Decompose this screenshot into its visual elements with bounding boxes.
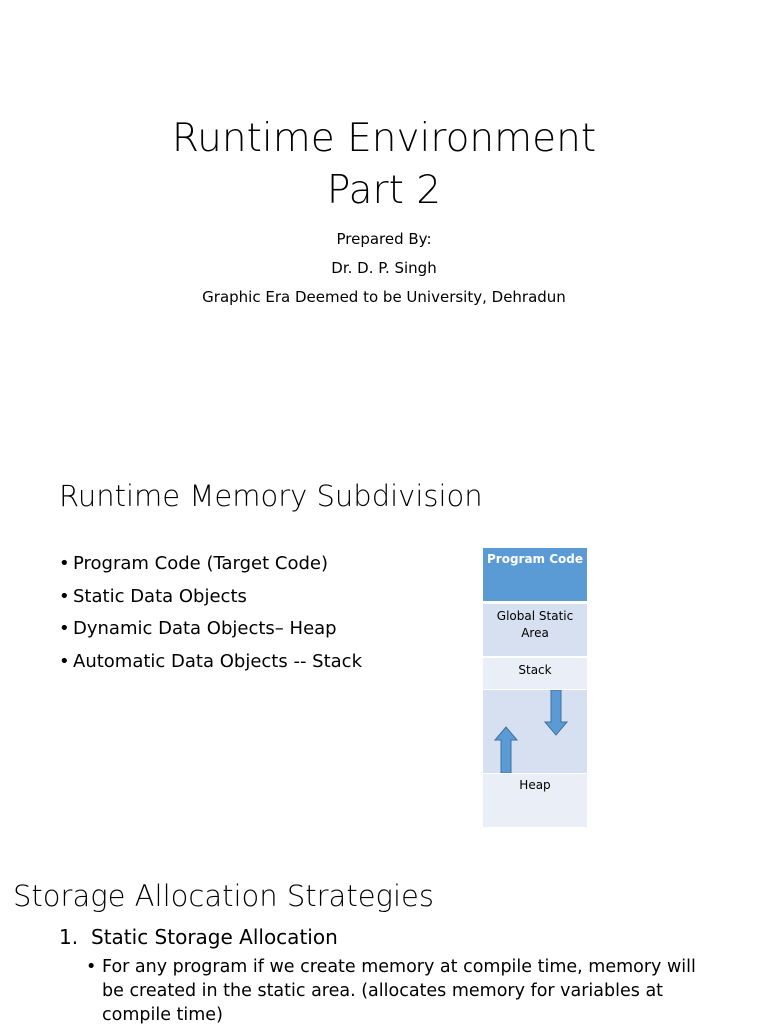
bullet-item <box>59 646 362 679</box>
slide-heading: Storage Allocation Strategies <box>13 879 434 913</box>
bullet-text: Automatic Data Objects -- Stack <box>73 650 363 672</box>
bullet-marker: • <box>59 618 70 639</box>
arrow-down-icon <box>544 690 568 736</box>
bullet-marker: • <box>59 585 70 607</box>
bullet-marker: • <box>59 650 70 672</box>
prepared-by-label: Prepared By: <box>336 230 432 248</box>
memory-layout-diagram <box>483 548 587 827</box>
item-title: Static Storage Allocation <box>91 925 338 949</box>
title-slide <box>0 0 768 430</box>
title-line-1: Runtime Environment <box>171 116 597 161</box>
program-code-block: Program Code <box>483 548 587 601</box>
bullet-text: Program Code (Target Code) <box>73 553 329 574</box>
storage-allocation-slide <box>0 860 768 1024</box>
sub-bullet-text: For any program if we create memory at compile time, memory will be created in the static area. (allocates memory for variables at compile time) <box>102 957 696 1025</box>
global-static-area-block: Global Static Area <box>483 604 587 656</box>
bullet-marker: • <box>59 553 70 574</box>
stack-block: Stack <box>483 658 587 689</box>
bullet-text: Static Data Objects <box>73 585 247 607</box>
item-number: 1. <box>59 925 79 949</box>
title-line-2: Part 2 <box>326 168 442 213</box>
sub-bullet-item <box>86 955 706 1027</box>
arrow-up-icon <box>494 726 518 773</box>
numbered-item <box>59 924 338 950</box>
author-name: Dr. D. P. Singh <box>331 259 437 277</box>
bullet-marker: • <box>86 957 97 977</box>
bullet-text: Dynamic Data Objects– Heap <box>73 618 337 639</box>
memory-subdivision-slide <box>0 430 768 840</box>
bullet-item <box>59 613 362 646</box>
bullet-item <box>59 548 362 581</box>
bullet-list <box>59 548 362 678</box>
heap-block: Heap <box>483 774 587 827</box>
institution-name: Graphic Era Deemed to be University, Dehradun <box>202 288 566 306</box>
bullet-item <box>59 581 362 614</box>
slide-heading: Runtime Memory Subdivision <box>59 479 483 513</box>
